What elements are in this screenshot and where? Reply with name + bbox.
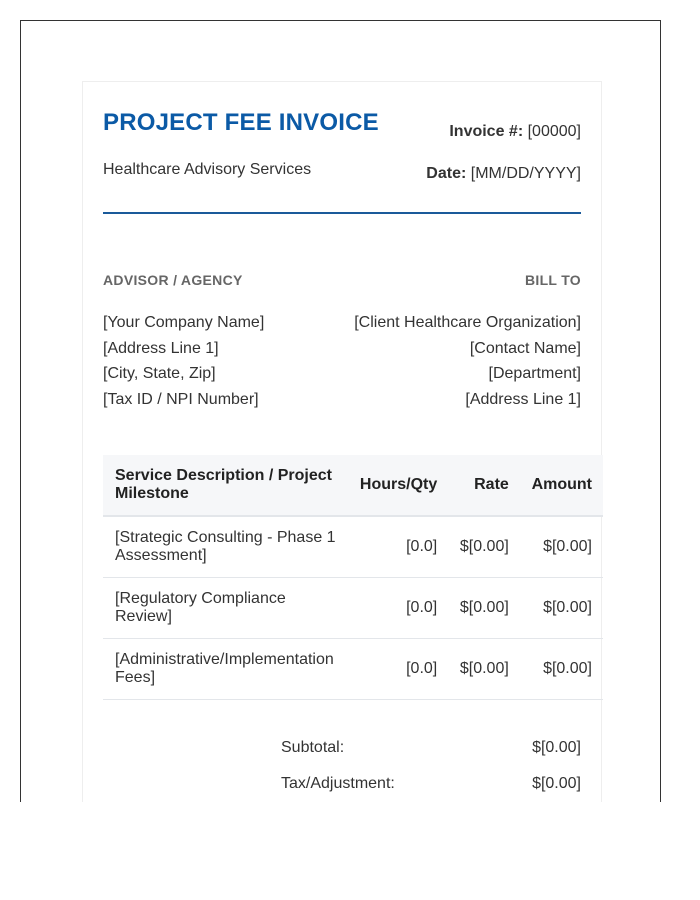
tax-value: $[0.00] (532, 775, 581, 792)
advisor-address: [Address Line 1] (103, 339, 219, 357)
bill-to-block (354, 310, 581, 412)
row-rate: $[0.00] (448, 516, 520, 578)
invoice-date-value: [MM/DD/YYYY] (470, 165, 581, 182)
invoice-date-label: Date: (426, 165, 467, 182)
invoice-number-label: Invoice #: (449, 123, 524, 140)
client-organization: [Client Healthcare Organization] (354, 314, 581, 331)
row-qty: [0.0] (348, 516, 448, 578)
row-qty: [0.0] (348, 578, 448, 639)
header-divider (103, 212, 581, 214)
row-amount: $[0.00] (520, 639, 603, 700)
row-description: [Regulatory Compliance Review] (103, 578, 348, 639)
tax-label: Tax/Adjustment: (281, 775, 395, 792)
line-items-table (103, 455, 603, 700)
invoice-number-value: [00000] (527, 123, 581, 140)
invoice-number (449, 123, 581, 141)
advisor-tax-id: [Tax ID / NPI Number] (103, 390, 259, 408)
invoice-sheet (82, 81, 602, 802)
subtotal-value: $[0.00] (532, 739, 581, 756)
table-row (103, 516, 603, 578)
invoice-subtitle: Healthcare Advisory Services (103, 161, 312, 178)
bill-to-heading: BILL TO (524, 272, 581, 288)
advisor-company: [Your Company Name] (103, 314, 265, 331)
advisor-block (103, 310, 264, 412)
row-amount: $[0.00] (520, 516, 603, 578)
advisor-city: [City, State, Zip] (103, 365, 216, 382)
invoice-title: PROJECT FEE INVOICE (103, 109, 379, 136)
client-department: [Department] (488, 365, 581, 382)
row-rate: $[0.00] (448, 578, 520, 639)
row-rate: $[0.00] (448, 639, 520, 700)
column-header-rate: Rate (448, 455, 520, 516)
table-row (103, 578, 603, 639)
row-description: [Administrative/Implementation Fees] (103, 639, 348, 700)
row-description: [Strategic Consulting - Phase 1 Assessment] (103, 516, 348, 578)
subtotal-label: Subtotal: (281, 739, 345, 756)
table-header-row (103, 455, 603, 516)
client-contact: [Contact Name] (469, 339, 581, 357)
client-address: [Address Line 1] (465, 390, 581, 408)
page-frame (20, 20, 661, 802)
column-header-description: Service Description / Project Milestone (103, 455, 348, 516)
invoice-date (426, 165, 581, 183)
row-amount: $[0.00] (520, 578, 603, 639)
column-header-qty: Hours/Qty (348, 455, 448, 516)
row-qty: [0.0] (348, 639, 448, 700)
advisor-heading: ADVISOR / AGENCY (103, 272, 243, 288)
table-row (103, 639, 603, 700)
column-header-amount: Amount (520, 455, 603, 516)
